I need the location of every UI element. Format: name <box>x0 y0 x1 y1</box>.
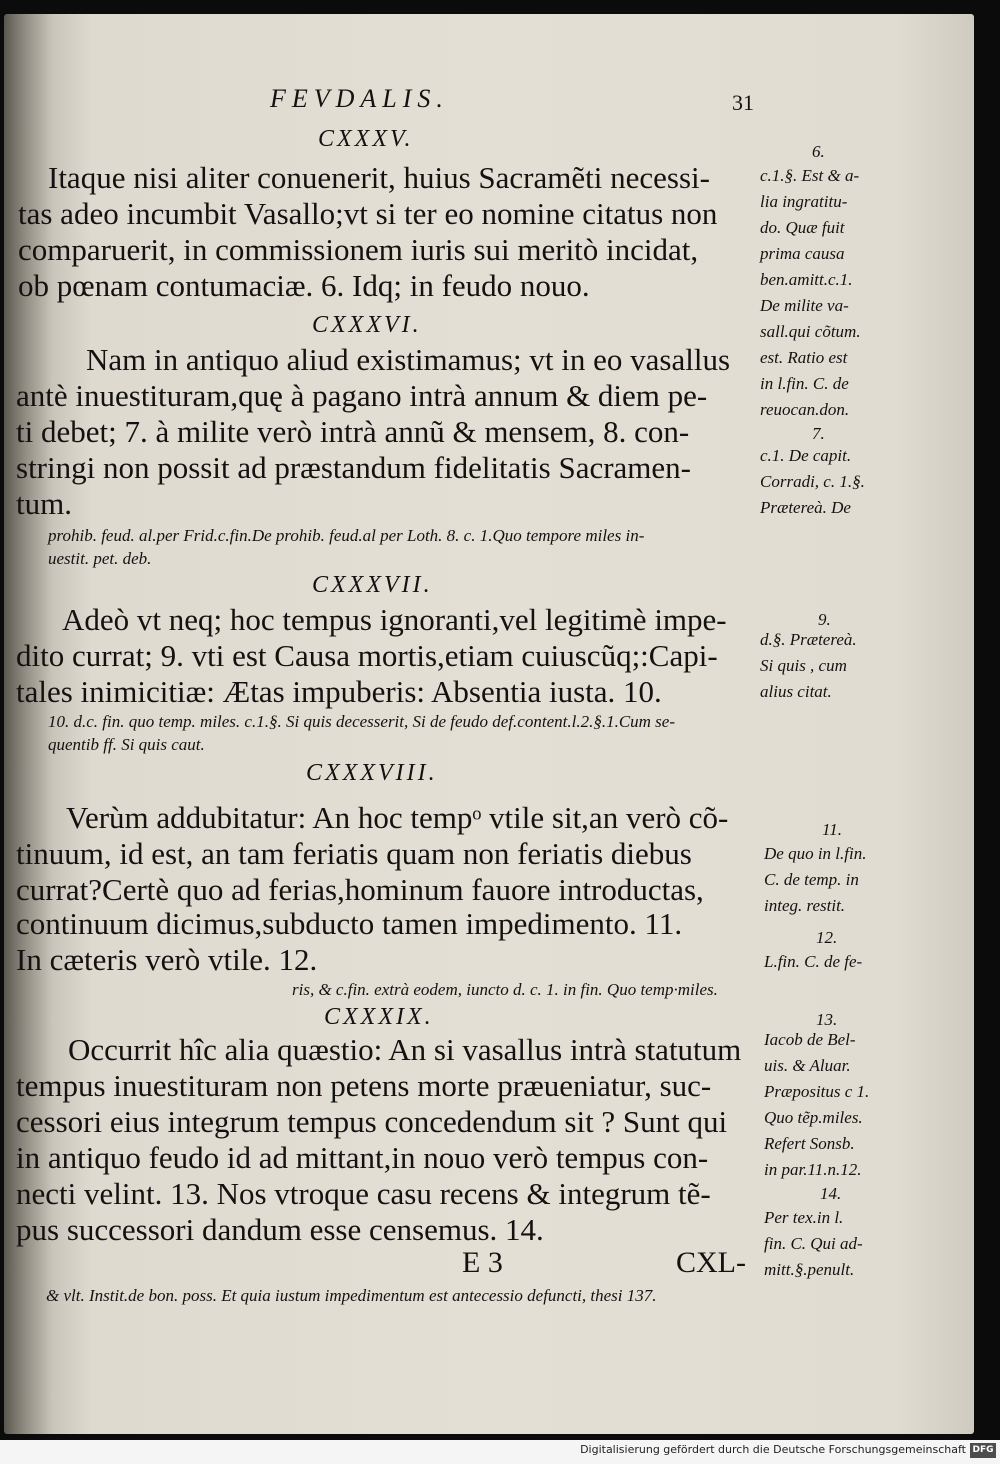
margin-note: 14. <box>820 1184 842 1203</box>
margin-note: Refert Sonsb. <box>764 1134 855 1153</box>
bottom-footnote: & vlt. Instit.de bon. poss. Et quia iustum impedimentum est antecessio defuncti, thesi 137. <box>46 1286 657 1305</box>
margin-note: Per tex.in l. <box>764 1208 844 1227</box>
margin-note: 9. <box>818 610 831 629</box>
body-line: tum. <box>16 486 72 521</box>
footnote-line: uestit. pet. deb. <box>48 549 152 568</box>
margin-note: c.1.§. Est & a- <box>760 166 860 185</box>
body-line: continuum dicimus,subducto tamen impedimento. 11. <box>16 906 683 941</box>
margin-note: L.fin. C. de fe- <box>764 952 863 971</box>
body-line: currat?Certè quo ad ferias,hominum fauore introductas, <box>16 872 704 907</box>
margin-note: 13. <box>816 1010 838 1029</box>
footnote-line: quentib ff. Si quis caut. <box>48 735 205 754</box>
margin-note: prima causa <box>760 244 845 263</box>
margin-note: De milite va- <box>760 296 849 315</box>
margin-note: 7. <box>812 424 825 443</box>
body-line: stringi non possit ad præstandum fidelitatis Sacramen- <box>16 450 692 485</box>
margin-note: ben.amitt.c.1. <box>760 270 853 289</box>
body-line: in antiquo feudo id ad mittant,in nouo verò tempus con- <box>16 1140 709 1175</box>
margin-note: c.1. De capit. <box>760 446 852 465</box>
margin-note: est. Ratio est <box>760 348 848 367</box>
body-line: tales inimicitiæ: Ætas impuberis: Absentia iusta. 10. <box>16 674 662 709</box>
section-heading: CXXXVII. <box>312 572 433 598</box>
margin-note: 12. <box>816 928 838 947</box>
body-line: pus successori dandum esse censemus. 14. <box>16 1212 544 1247</box>
margin-note: Prætereà. De <box>760 498 851 517</box>
margin-note: Corradi, c. 1.§. <box>760 472 865 491</box>
margin-note: Iacob de Bel- <box>764 1030 856 1049</box>
body-line: necti velint. 13. Nos vtroque casu recens & integrum tẽ- <box>16 1176 711 1211</box>
section-heading: CXXXVIII. <box>306 760 438 786</box>
margin-note: fin. C. Qui ad- <box>764 1234 863 1253</box>
margin-note: 11. <box>822 820 842 839</box>
body-line: Occurrit hîc alia quæstio: An si vasallus intrà statutum <box>68 1032 742 1067</box>
body-line: Nam in antiquo aliud existimamus; vt in eo vasallus <box>86 342 731 377</box>
margin-note: uis. & Aluar. <box>764 1056 851 1075</box>
running-title: FEVDALIS. <box>270 84 449 113</box>
margin-note: alius citat. <box>760 682 832 701</box>
margin-note: reuocan.don. <box>760 400 850 419</box>
body-line: Itaque nisi aliter conuenerit, huius Sacramẽti necessi- <box>48 160 710 195</box>
body-line: tinuum, id est, an tam feriatis quam non feriatis diebus <box>16 836 692 871</box>
margin-note: C. de temp. in <box>764 870 859 889</box>
footnote-line: 10. d.c. fin. quo temp. miles. c.1.§. Si quis decesserit, Si de feudo def.content.l.2.§.1.Cum se- <box>48 712 676 731</box>
section-heading: CXXXV. <box>318 126 414 152</box>
body-line: dito currat; 9. vti est Causa mortis,etiam cuiuscũq;:Capi- <box>16 638 718 673</box>
margin-note: sall.qui cõtum. <box>760 322 861 341</box>
body-line: Adeò vt neq; hoc tempus ignoranti,vel legitimè impe- <box>62 602 727 637</box>
margin-note: Si quis , cum <box>760 656 847 675</box>
margin-note: in par.11.n.12. <box>764 1160 862 1179</box>
margin-note: d.§. Prætereà. <box>760 630 857 649</box>
body-line: comparuerit, in commissionem iuris sui meritò incidat, <box>18 232 699 267</box>
body-line: tempus inuestituram non petens morte præueniatur, suc- <box>16 1068 712 1103</box>
dfg-logo: DFG <box>970 1443 996 1458</box>
body-line: ti debet; 7. à milite verò intrà annũ & mensem, 8. con- <box>16 414 690 449</box>
margin-note: lia ingratitu- <box>760 192 848 211</box>
margin-note: Quo tẽp.miles. <box>764 1108 863 1127</box>
margin-note: 6. <box>812 142 825 161</box>
margin-note: De quo in l.fin. <box>764 844 867 863</box>
footnote-line: ris, & c.fin. extrà eodem, iuncto d. c. 1. in fin. Quo temp·miles. <box>292 980 718 999</box>
body-line: ob pœnam contumaciæ. 6. Idq; in feudo nouo. <box>18 268 590 303</box>
catchword: CXL- <box>676 1246 746 1279</box>
page-number: 31 <box>732 90 754 115</box>
body-line: tas adeo incumbit Vasallo;vt si ter eo nomine citatus non <box>18 196 718 231</box>
body-line: antè inuestituram,quę à pagano intrà annum & diem pe- <box>16 378 708 413</box>
body-line: cessori eius integrum tempus concedendum sit ? Sunt qui <box>16 1104 728 1139</box>
margin-note: do. Quæ fuit <box>760 218 845 237</box>
funding-credit: Digitalisierung gefördert durch die Deutsche Forschungsgemeinschaft <box>580 1443 966 1456</box>
body-line: In cæteris verò vtile. 12. <box>16 942 318 977</box>
section-heading: CXXXVI. <box>312 312 422 338</box>
footnote-line: prohib. feud. al.per Frid.c.fin.De prohib. feud.al per Loth. 8. c. 1.Quo tempore miles in- <box>48 526 645 545</box>
section-heading: CXXXIX. <box>324 1004 434 1030</box>
margin-note: integ. restit. <box>764 896 846 915</box>
signature-mark: E 3 <box>462 1246 503 1279</box>
margin-note: in l.fin. C. de <box>760 374 849 393</box>
margin-note: mitt.§.penult. <box>764 1260 855 1279</box>
margin-note: Præpositus c 1. <box>764 1082 870 1101</box>
body-line: Verùm addubitatur: An hoc tempᵒ vtile sit,an verò cõ- <box>66 800 729 835</box>
